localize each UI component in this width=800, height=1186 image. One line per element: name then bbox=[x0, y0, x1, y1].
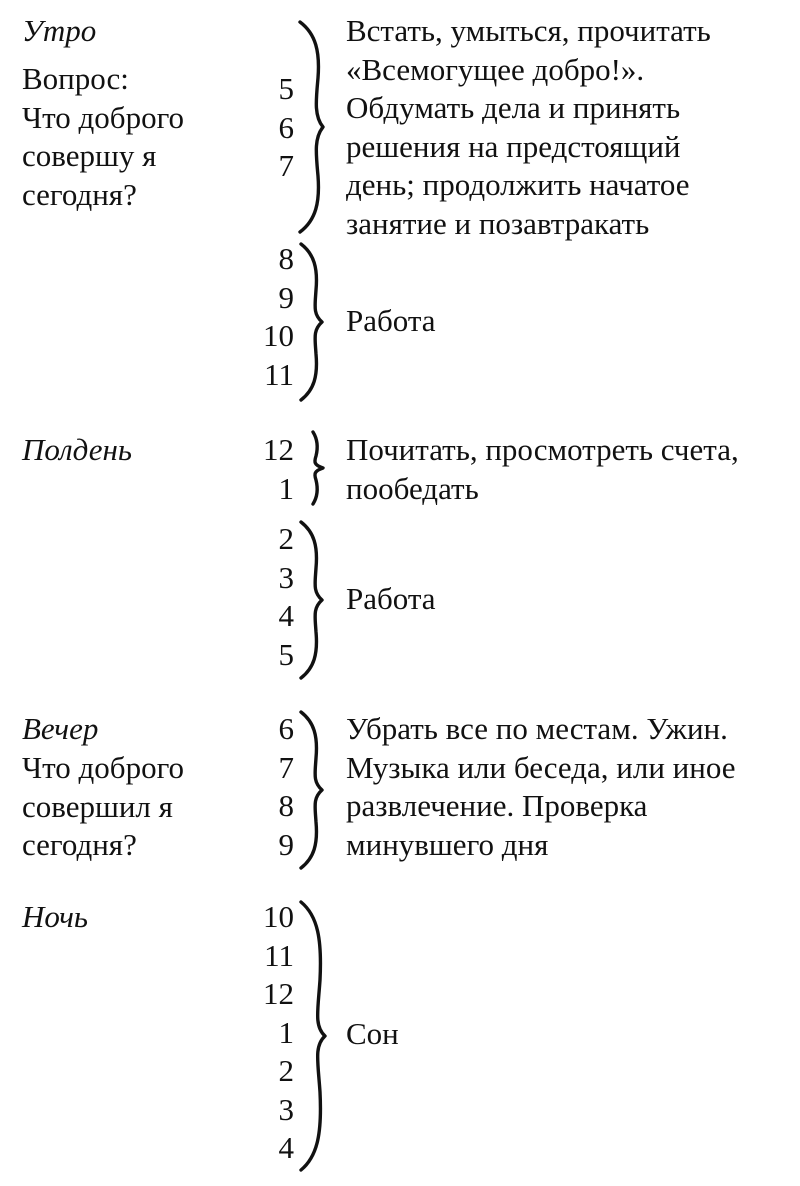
activity-line: день; продолжить начатое bbox=[346, 167, 690, 202]
hour: 1 bbox=[278, 470, 294, 506]
hour: 8 bbox=[278, 788, 294, 823]
activity-line: Работа bbox=[346, 581, 436, 616]
activity-line: Работа bbox=[346, 303, 436, 338]
activity-line: пообедать bbox=[346, 470, 479, 506]
activity-line: развлечение. Проверка bbox=[346, 788, 648, 823]
hour: 5 bbox=[278, 636, 294, 672]
activity-line: «Всемогущее добро!». bbox=[346, 51, 645, 87]
activity-line: Убрать все по местам. Ужин. bbox=[346, 711, 728, 746]
activity-line: Встать, умыться, прочитать bbox=[346, 13, 711, 48]
brace-morning-early bbox=[300, 22, 323, 232]
hour: 3 bbox=[278, 1091, 294, 1127]
hour: 2 bbox=[278, 521, 294, 556]
brace-morning-work bbox=[301, 244, 322, 400]
hour: 12 bbox=[263, 432, 294, 467]
hour: 9 bbox=[278, 826, 294, 862]
brace-night bbox=[301, 902, 325, 1170]
hour: 11 bbox=[264, 937, 294, 973]
hour: 4 bbox=[278, 1130, 294, 1165]
activity-line: минувшего дня bbox=[346, 826, 549, 862]
hour: 2 bbox=[278, 1053, 294, 1088]
brace-noon bbox=[313, 432, 323, 504]
period-label-morning: Утро bbox=[22, 13, 97, 48]
question-line: сегодня? bbox=[22, 827, 137, 862]
hour: 6 bbox=[278, 711, 294, 746]
hour: 10 bbox=[263, 899, 294, 934]
hour: 11 bbox=[264, 356, 294, 392]
hour: 5 bbox=[278, 71, 294, 106]
hour: 9 bbox=[278, 279, 294, 315]
activity-line: Почитать, просмотреть счета, bbox=[346, 432, 739, 467]
question-line: Что доброго bbox=[22, 750, 185, 785]
period-label-evening: Вечер bbox=[22, 711, 99, 746]
hour: 8 bbox=[278, 241, 294, 276]
hour: 10 bbox=[263, 318, 294, 353]
brace-evening bbox=[301, 712, 322, 868]
activity-line: решения на предстоящий bbox=[346, 128, 681, 164]
hour: 4 bbox=[278, 598, 294, 633]
activity-line: занятие и позавтракать bbox=[346, 205, 650, 241]
hour: 6 bbox=[278, 109, 294, 145]
hour: 12 bbox=[263, 976, 294, 1011]
activity-line: Музыка или беседа, или иное bbox=[346, 749, 736, 785]
question-line: Вопрос: bbox=[22, 61, 129, 96]
question-line: сегодня? bbox=[22, 176, 137, 212]
activity-line: Обдумать дела и принять bbox=[346, 90, 681, 125]
question-line: совершил я bbox=[22, 788, 173, 824]
hour: 3 bbox=[278, 559, 294, 595]
activity-line: Сон bbox=[346, 1016, 399, 1051]
question-line: Что доброго bbox=[22, 99, 185, 135]
period-label-noon: Полдень bbox=[22, 432, 132, 467]
hour: 7 bbox=[278, 148, 294, 183]
hour: 1 bbox=[278, 1014, 294, 1050]
brace-afternoon-work bbox=[301, 522, 322, 678]
period-label-night: Ночь bbox=[22, 899, 88, 934]
hour: 7 bbox=[278, 749, 294, 785]
question-line: совершу я bbox=[22, 138, 157, 173]
